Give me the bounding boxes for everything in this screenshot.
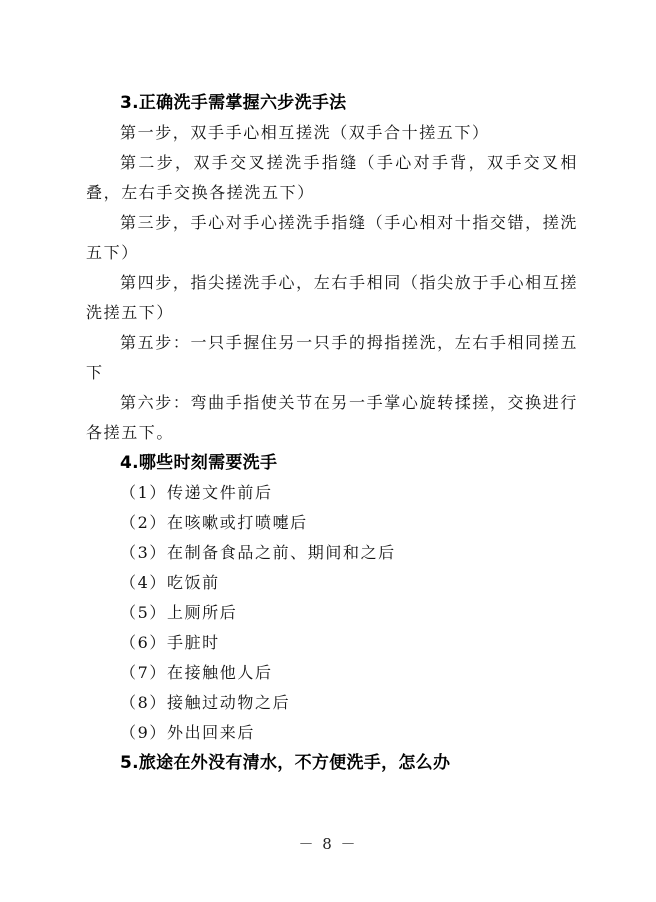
list-item: （8）接触过动物之后 bbox=[120, 693, 291, 712]
handwashing-moments-list bbox=[86, 478, 578, 748]
list-item: （4）吃饭前 bbox=[120, 573, 220, 592]
page-number: － 8 － bbox=[298, 835, 358, 853]
six-step-handwashing-steps bbox=[86, 118, 578, 448]
list-item: （1）传递文件前后 bbox=[120, 483, 273, 502]
list-item: （7）在接触他人后 bbox=[120, 663, 273, 682]
list-item: （3）在制备食品之前、期间和之后 bbox=[120, 543, 396, 562]
step-4: 第四步，指尖搓洗手心，左右手相同（指尖放于手心相互搓洗搓五下） bbox=[86, 273, 578, 322]
section-5-heading: 5.旅途在外没有清水，不方便洗手，怎么办 bbox=[120, 753, 451, 773]
step-6: 第六步：弯曲手指使关节在另一手掌心旋转揉搓，交换进行各搓五下。 bbox=[86, 393, 578, 442]
section-4-heading: 4.哪些时刻需要洗手 bbox=[120, 453, 278, 473]
section-3-heading: 3.正确洗手需掌握六步洗手法 bbox=[120, 93, 347, 113]
list-item: （6）手脏时 bbox=[120, 633, 220, 652]
step-5: 第五步：一只手握住另一只手的拇指搓洗，左右手相同搓五下 bbox=[86, 333, 578, 382]
list-item: （2）在咳嗽或打喷嚏后 bbox=[120, 513, 308, 532]
step-1: 第一步，双手手心相互搓洗（双手合十搓五下） bbox=[120, 123, 490, 142]
step-2: 第二步，双手交叉搓洗手指缝（手心对手背，双手交叉相叠，左右手交换各搓洗五下） bbox=[86, 153, 578, 202]
list-item: （9）外出回来后 bbox=[120, 723, 255, 742]
page-content bbox=[86, 88, 578, 778]
step-3: 第三步，手心对手心搓洗手指缝（手心相对十指交错，搓洗五下） bbox=[86, 213, 578, 262]
list-item: （5）上厕所后 bbox=[120, 603, 238, 622]
